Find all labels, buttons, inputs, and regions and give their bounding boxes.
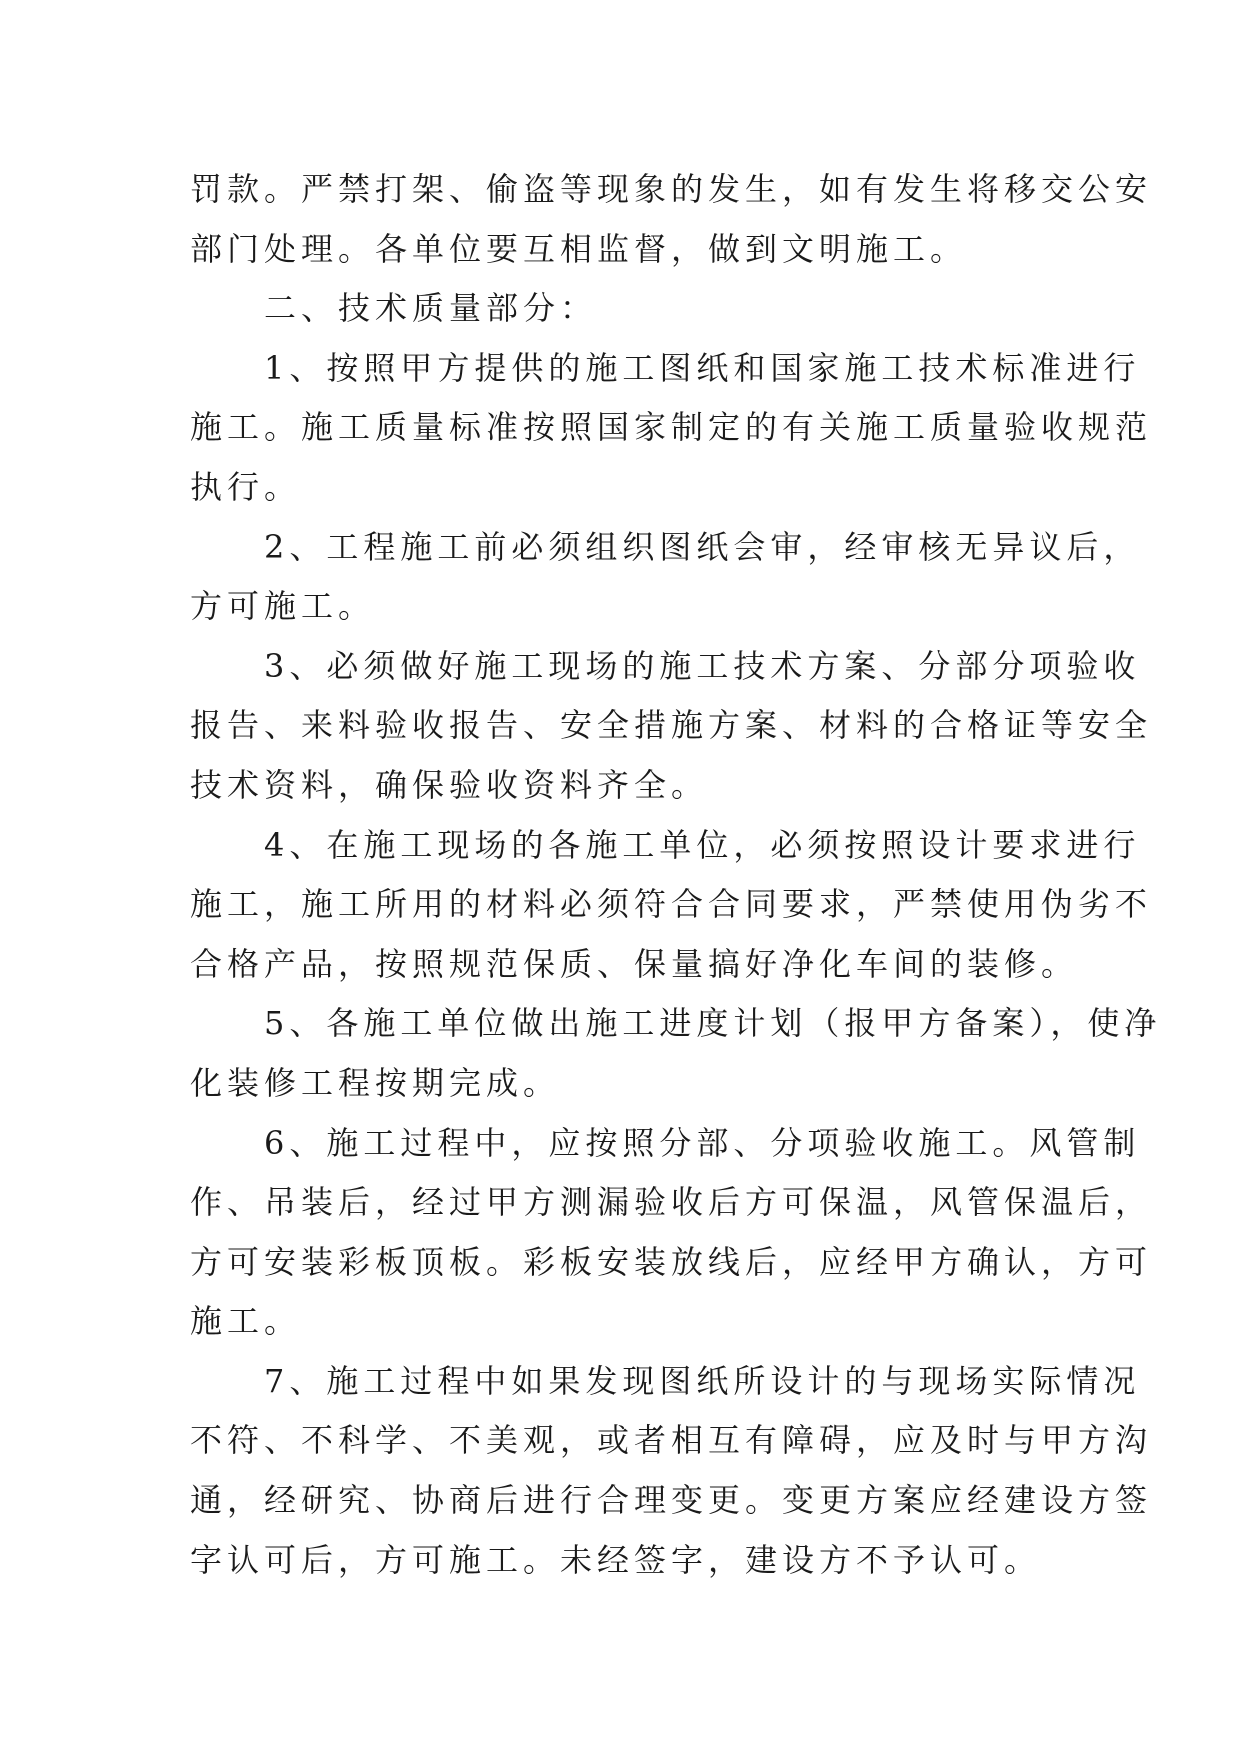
text-line: 报告、来料验收报告、安全措施方案、材料的合格证等安全	[190, 706, 1153, 745]
text-line: 3、必须做好施工现场的施工技术方案、分部分项验收	[264, 646, 1141, 685]
text-line: 通，经研究、协商后进行合理变更。变更方案应经建设方签	[190, 1481, 1153, 1520]
text-line: 技术资料，确保验收资料齐全。	[190, 765, 709, 804]
text-line: 化装修工程按期完成。	[190, 1063, 561, 1102]
text-line: 方可安装彩板顶板。彩板安装放线后，应经甲方确认，方可	[190, 1242, 1153, 1281]
document-body	[190, 160, 1162, 1590]
text-line: 施工。施工质量标准按照国家制定的有关施工质量验收规范	[190, 408, 1153, 447]
text-line: 1、按照甲方提供的施工图纸和国家施工技术标准进行	[264, 348, 1141, 387]
text-line: 方可施工。	[190, 587, 376, 626]
text-line: 执行。	[190, 467, 302, 506]
text-line: 字认可后，方可施工。未经签字，建设方不予认可。	[190, 1540, 1042, 1579]
text-line: 2、工程施工前必须组织图纸会审，经审核无异议后，	[264, 527, 1141, 566]
text-line: 6、施工过程中，应按照分部、分项验收施工。风管制	[264, 1123, 1141, 1162]
text-line: 施工，施工所用的材料必须符合合同要求，严禁使用伪劣不	[190, 885, 1153, 924]
text-line: 7、施工过程中如果发现图纸所设计的与现场实际情况	[264, 1361, 1141, 1400]
section-heading: 二、技术质量部分：	[264, 289, 598, 328]
text-line: 部门处理。各单位要互相监督，做到文明施工。	[190, 229, 968, 268]
text-line: 4、在施工现场的各施工单位，必须按照设计要求进行	[264, 825, 1141, 864]
text-line: 合格产品，按照规范保质、保量搞好净化车间的装修。	[190, 944, 1079, 983]
text-line: 5、各施工单位做出施工进度计划（报甲方备案），使净	[264, 1004, 1162, 1043]
text-line: 罚款。严禁打架、偷盗等现象的发生，如有发生将移交公安	[190, 170, 1153, 208]
text-line: 施工。	[190, 1302, 302, 1341]
text-line: 作、吊装后，经过甲方测漏验收后方可保温，风管保温后，	[190, 1183, 1153, 1222]
text-line: 不符、不科学、不美观，或者相互有障碍，应及时与甲方沟	[190, 1421, 1153, 1460]
